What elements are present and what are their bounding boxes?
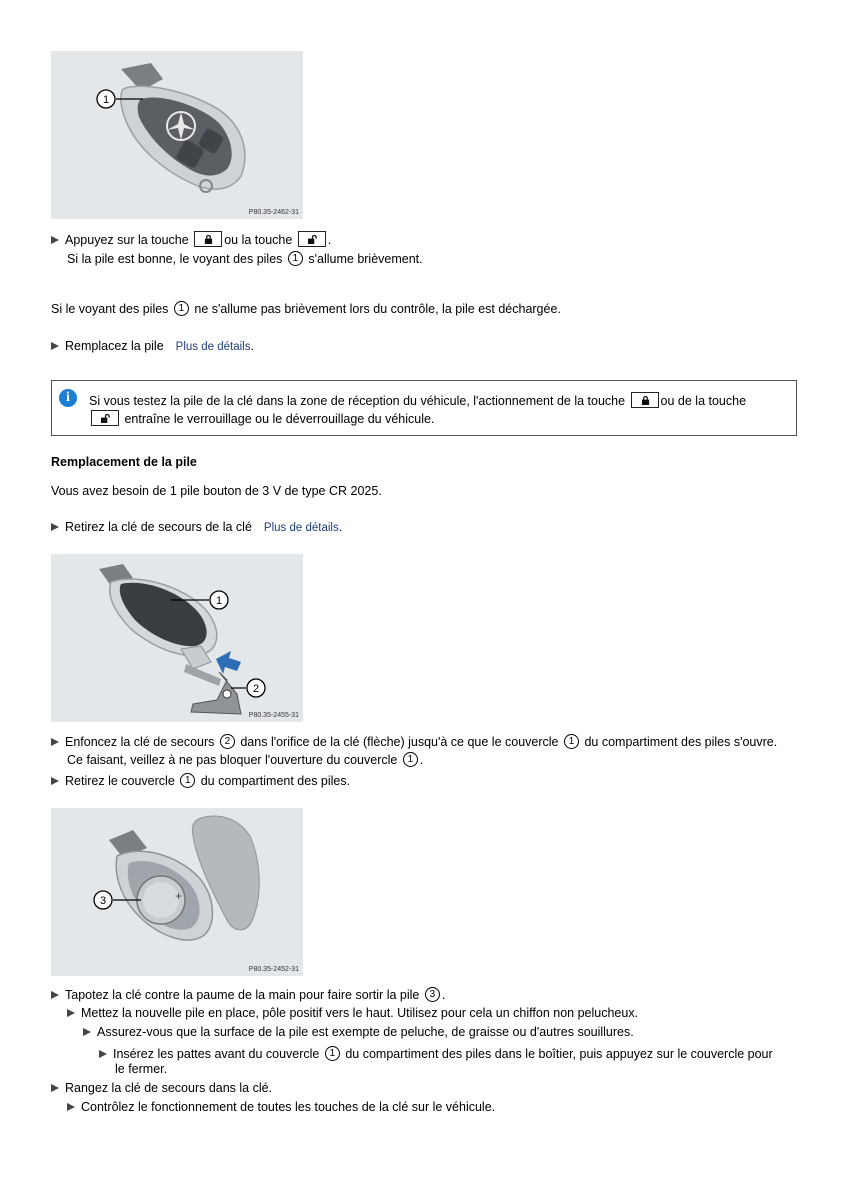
step-arrow-icon <box>67 1103 75 1111</box>
step-insert-cover-tabs-cont: le fermer. <box>115 1062 168 1076</box>
unlock-button-icon <box>91 410 119 426</box>
callout-1: 1 <box>403 752 418 767</box>
key-illustration-2 <box>51 554 303 722</box>
step-arrow-icon <box>51 523 59 531</box>
callout-1: 1 <box>288 251 303 266</box>
callout-1: 1 <box>102 94 110 106</box>
step-arrow-icon <box>67 1009 75 1017</box>
callout-1: 1 <box>215 595 223 607</box>
info-icon: i <box>59 389 77 407</box>
step-arrow-icon <box>51 777 59 785</box>
step-test-buttons: Contrôlez le fonctionnement de toutes les touches de la clé sur le véhicule. <box>67 1100 495 1115</box>
info-box <box>51 380 797 436</box>
lock-button-icon <box>194 231 222 247</box>
step-remove-emergency-key: Retirez la clé de secours de la clé Plus de détails. <box>51 520 342 536</box>
lock-button-icon <box>631 392 659 408</box>
callout-2: 2 <box>252 683 260 695</box>
key-illustration-3 <box>51 808 303 976</box>
callout-3: 3 <box>99 895 107 907</box>
step-check-surface: Assurez-vous que la surface de la pile est exempte de peluche, de graisse ou d'autres souillures. <box>83 1025 634 1040</box>
step-press-button: Appuyez sur la touche ou la touche . <box>51 231 331 248</box>
more-details-link[interactable]: Plus de détails <box>175 341 251 353</box>
step-arrow-icon <box>51 991 59 999</box>
key-illustration-1 <box>51 51 303 219</box>
callout-3: 3 <box>425 987 440 1002</box>
section-heading: Remplacement de la pile <box>51 455 197 469</box>
step-arrow-icon <box>51 236 59 244</box>
callout-1: 1 <box>564 734 579 749</box>
figure-emergency-key-insert <box>51 554 303 722</box>
step-insert-caution: Ce faisant, veillez à ne pas bloquer l'ouverture du couvercle 1 . <box>67 753 424 767</box>
step-remove-cover: Retirez le couvercle 1 du compartiment des piles. <box>51 773 350 789</box>
callout-1: 1 <box>180 773 195 788</box>
step-insert-cover-tabs: Insérez les pattes avant du couvercle 1 du compartiment des piles dans le boîtier, puis appuyez sur le couvercle pour <box>99 1046 773 1062</box>
step-arrow-icon <box>51 738 59 746</box>
info-line-2: entraîne le verrouillage ou le déverrouillage du véhicule. <box>89 410 434 427</box>
figure-battery-compartment <box>51 808 303 976</box>
step-store-emergency-key: Rangez la clé de secours dans la clé. <box>51 1081 272 1096</box>
battery-discharged-note: Si le voyant des piles 1 ne s'allume pas brièvement lors du contrôle, la pile est déchargée. <box>51 302 561 316</box>
callout-1: 1 <box>325 1046 340 1061</box>
step-arrow-icon <box>51 1084 59 1092</box>
step-insert-new-battery: Mettez la nouvelle pile en place, pôle positif vers le haut. Utilisez pour cela un chiffon non pelucheux. <box>67 1006 638 1021</box>
callout-2: 2 <box>220 734 235 749</box>
step-press-result: Si la pile est bonne, le voyant des piles 1 s'allume brièvement. <box>67 252 423 266</box>
step-insert-emergency-key: Enfoncez la clé de secours 2 dans l'orifice de la clé (flèche) jusqu'à ce que le couvercle 1 du compartiment des piles s'ouvre. <box>51 734 777 750</box>
step-arrow-icon <box>51 342 59 350</box>
callout-1: 1 <box>174 301 189 316</box>
figure-code: P80.35-2455-31 <box>248 712 299 719</box>
step-arrow-icon <box>83 1028 91 1036</box>
unlock-button-icon <box>298 231 326 247</box>
step-tap-key: Tapotez la clé contre la paume de la main pour faire sortir la pile 3 . <box>51 987 445 1003</box>
intro-text: Vous avez besoin de 1 pile bouton de 3 V de type CR 2025. <box>51 484 382 498</box>
step-arrow-icon <box>99 1050 107 1058</box>
svg-text:+: + <box>175 889 183 903</box>
more-details-link[interactable]: Plus de détails <box>263 522 339 534</box>
info-line-1: Si vous testez la pile de la clé dans la zone de réception du véhicule, l'actionnement de la touche ou de la touche <box>89 394 747 408</box>
figure-code: P80.35-2462-31 <box>248 209 299 216</box>
figure-key-battery-indicator <box>51 51 303 219</box>
step-replace-battery: Remplacez la pile Plus de détails. <box>51 339 254 355</box>
figure-code: P80.35-2452-31 <box>248 966 299 973</box>
